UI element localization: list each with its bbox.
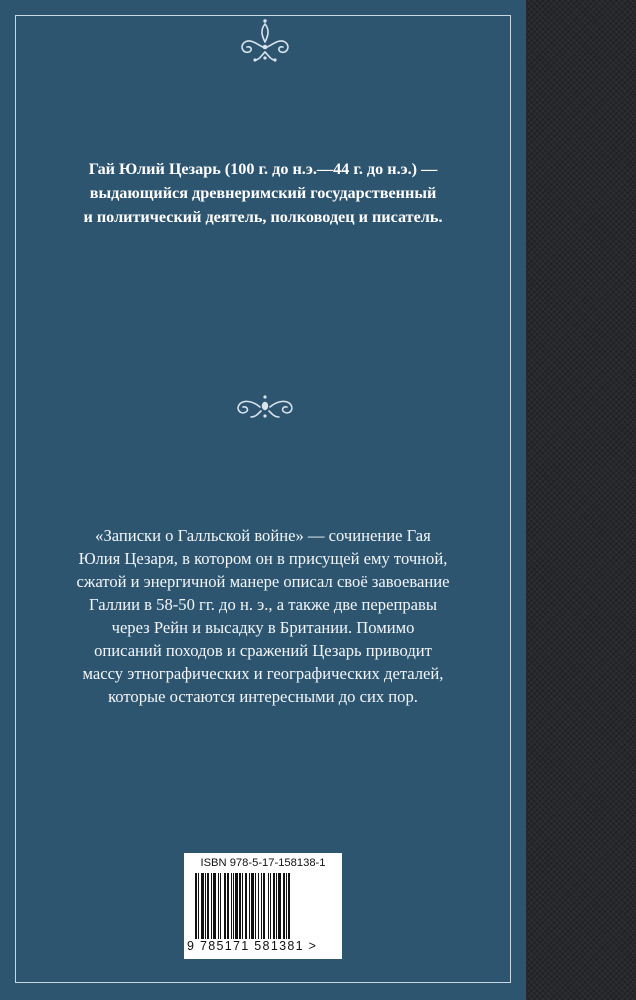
author-bio-line: Гай Юлий Цезарь (100 г. до н.э.—44 г. до н.э.) — xyxy=(88,160,438,178)
description-line: которые остаются интересными до сих пор. xyxy=(108,687,418,706)
author-bio xyxy=(30,157,496,229)
barcode-bar xyxy=(195,873,197,939)
barcode-bar xyxy=(242,873,243,939)
barcode-bar xyxy=(239,873,241,939)
barcode-bar xyxy=(258,873,259,939)
barcode-bar xyxy=(227,873,229,939)
barcode-bar xyxy=(261,873,262,939)
ornament-top-icon xyxy=(235,18,295,66)
book-description xyxy=(30,524,496,708)
barcode-bar xyxy=(283,873,285,939)
barcode-bar xyxy=(205,873,206,939)
ornament-middle-icon xyxy=(233,387,297,423)
barcode-label xyxy=(184,853,342,959)
barcode-bar xyxy=(288,873,290,939)
barcode-bar xyxy=(263,873,265,939)
barcode-bar xyxy=(273,873,275,939)
barcode-bar xyxy=(224,873,226,939)
barcode-bar xyxy=(201,873,204,939)
barcode-bars xyxy=(193,873,333,939)
barcode-bar xyxy=(220,873,221,939)
description-line: описаний походов и сражений Цезарь приводит xyxy=(94,641,432,660)
spine-texture xyxy=(526,0,636,1000)
barcode-bar xyxy=(235,873,238,939)
barcode-bar xyxy=(268,873,269,939)
description-line: массу этнографических и географических деталей, xyxy=(82,664,444,683)
barcode-bar xyxy=(245,873,247,939)
barcode-bar xyxy=(231,873,232,939)
description-line: «Записки о Галльской войне» — сочинение Гая xyxy=(95,526,431,545)
isbn-text: ISBN 978-5-17-158138-1 xyxy=(200,857,326,869)
barcode-bar xyxy=(213,873,216,939)
description-line: Галлии в 58-50 гг. до н. э., а также две переправы xyxy=(89,595,437,614)
barcode-bar xyxy=(249,873,250,939)
barcode-bar xyxy=(233,873,234,939)
barcode-bar xyxy=(270,873,271,939)
author-bio-line: и политический деятель, полководец и писатель. xyxy=(83,208,443,226)
barcode-digits: 9 785171 581381 > xyxy=(187,939,318,953)
barcode-bar xyxy=(286,873,287,939)
barcode-bar xyxy=(211,873,212,939)
barcode-bar xyxy=(276,873,277,939)
barcode-bar xyxy=(278,873,281,939)
barcode-bar xyxy=(251,873,254,939)
barcode-bar xyxy=(218,873,219,939)
author-bio-line: выдающийся древнеримский государственный xyxy=(89,184,437,202)
barcode-bar xyxy=(198,873,199,939)
barcode-bar xyxy=(255,873,256,939)
description-line: сжатой и энергичной манере описал своё завоевание xyxy=(76,572,450,591)
description-line: через Рейн и высадку в Британии. Помимо xyxy=(111,618,415,637)
description-line: Юлия Цезаря, в котором он в присущей ему точной, xyxy=(78,549,448,568)
barcode-bar xyxy=(207,873,209,939)
